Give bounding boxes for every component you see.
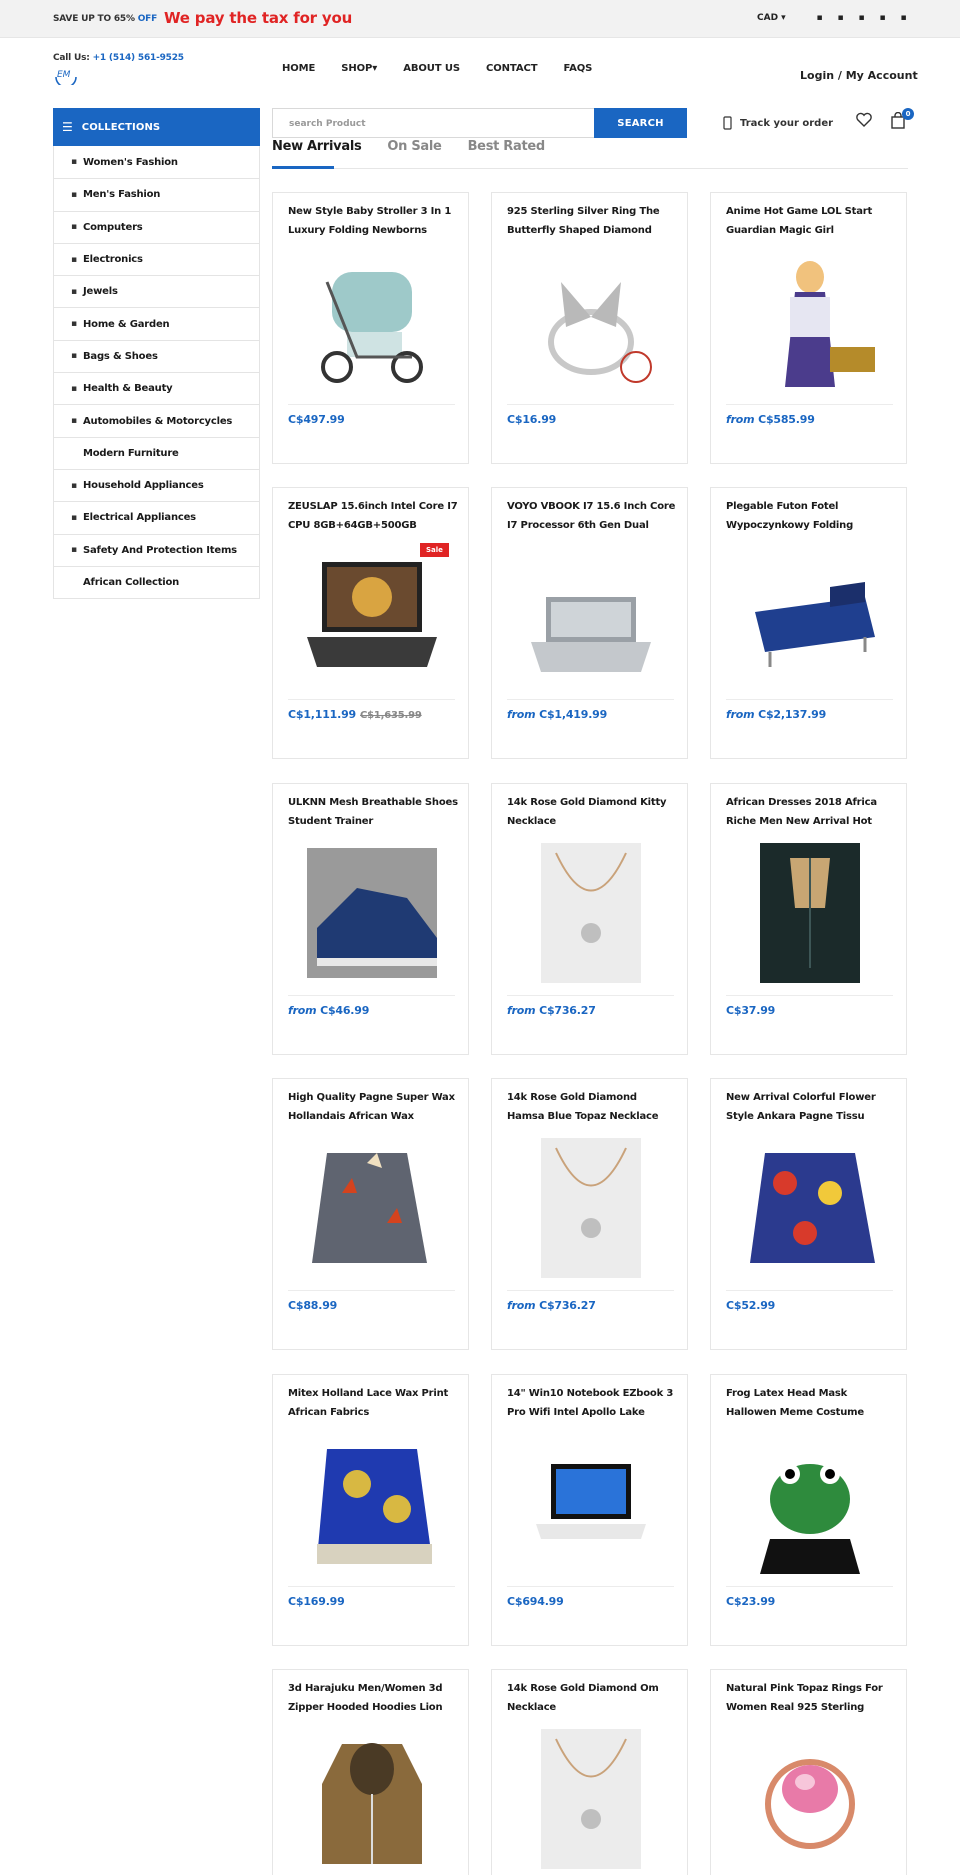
product-card[interactable]: [491, 192, 688, 464]
product-card[interactable]: [710, 783, 907, 1055]
svg-text:EM: EM: [57, 70, 71, 80]
product-title[interactable]: 925 Sterling Silver Ring The Butterfly Shaped Diamond: [507, 206, 660, 236]
product-price: [726, 1595, 775, 1608]
active-tab-indicator: [272, 166, 334, 169]
collection-bags-shoes[interactable]: ▪ Bags & Shoes: [54, 340, 259, 372]
price-value: C$52.99: [726, 1299, 776, 1312]
collection-mens-fashion[interactable]: ▪ Men's Fashion: [54, 178, 259, 210]
collection-electrical-appliances[interactable]: ▪ Electrical Appliances: [54, 501, 259, 533]
product-title[interactable]: Plegable Futon Fotel Wypoczynkowy Folding: [726, 501, 854, 531]
product-price: [507, 1595, 564, 1608]
price-from-label: from: [288, 1004, 317, 1017]
product-price: [726, 708, 826, 721]
product-card[interactable]: [272, 192, 469, 464]
product-title[interactable]: African Dresses 2018 Africa Riche Men New Arrival Hot: [726, 797, 877, 827]
product-price: [507, 413, 556, 426]
phone-icon: [723, 116, 732, 130]
product-price: [726, 1299, 775, 1312]
product-card[interactable]: [710, 1669, 907, 1875]
collections-header[interactable]: ☰ COLLECTIONS: [53, 108, 260, 146]
product-title[interactable]: Mitex Holland Lace Wax Print African Fabrics: [288, 1388, 449, 1418]
main-nav: [282, 63, 592, 74]
product-title[interactable]: 14k Rose Gold Diamond Om Necklace: [507, 1683, 659, 1713]
price-value: C$497.99: [288, 413, 345, 426]
youtube-icon[interactable]: ▪: [900, 13, 907, 23]
price-value: C$1,111.99: [288, 708, 357, 721]
login-link[interactable]: Login / My Account: [800, 69, 918, 82]
product-card[interactable]: [272, 1669, 469, 1875]
product-title[interactable]: Frog Latex Head Mask Hallowen Meme Costume: [726, 1388, 864, 1418]
product-card[interactable]: [272, 487, 469, 759]
product-price: [288, 1595, 345, 1608]
category-icon: ▪: [71, 351, 77, 362]
price-compare: C$1,635.99: [360, 710, 422, 721]
product-image[interactable]: [731, 1428, 888, 1580]
product-tabs: [272, 139, 545, 154]
collection-automobiles[interactable]: ▪ Automobiles & Motorcycles: [54, 404, 259, 436]
collections-list: [53, 146, 260, 599]
promo-banner: We pay the tax for you: [164, 9, 353, 27]
product-card[interactable]: [491, 1374, 688, 1646]
price-value: C$16.99: [507, 413, 557, 426]
product-image[interactable]: [293, 541, 450, 693]
product-title[interactable]: Anime Hot Game LOL Start Guardian Magic Girl: [726, 206, 873, 236]
card-divider: [288, 1290, 455, 1291]
price-from-label: from: [726, 413, 755, 426]
price-value: C$736.27: [539, 1299, 596, 1312]
heart-icon[interactable]: [855, 112, 873, 128]
card-divider: [507, 699, 674, 700]
twitter-icon[interactable]: ▪: [837, 13, 844, 23]
price-value: C$46.99: [320, 1004, 370, 1017]
price-from-label: from: [507, 1299, 536, 1312]
product-image[interactable]: [512, 1428, 669, 1580]
product-title[interactable]: New Arrival Colorful Flower Style Ankara Pagne Tissu: [726, 1092, 876, 1122]
card-divider: [288, 1586, 455, 1587]
price-value: C$23.99: [726, 1595, 776, 1608]
product-card[interactable]: [491, 1078, 688, 1350]
track-order-link[interactable]: Track your order: [723, 116, 833, 130]
social-links: [815, 13, 908, 24]
product-image[interactable]: [731, 1132, 888, 1284]
card-divider: [726, 404, 893, 405]
product-price: [288, 1299, 337, 1312]
collection-safety[interactable]: ▪ Safety And Protection Items: [54, 534, 259, 566]
instagram-icon[interactable]: ▪: [879, 13, 886, 23]
tab-on-sale[interactable]: On Sale: [387, 139, 442, 154]
card-divider: [507, 995, 674, 996]
product-title[interactable]: High Quality Pagne Super Wax Hollandais African Wax: [288, 1092, 455, 1122]
product-card[interactable]: [272, 1374, 469, 1646]
product-image[interactable]: [731, 1723, 888, 1875]
product-card[interactable]: [272, 783, 469, 1055]
category-icon: ▪: [71, 254, 77, 265]
product-card[interactable]: [710, 487, 907, 759]
product-image[interactable]: [293, 837, 450, 989]
facebook-icon[interactable]: ▪: [816, 13, 823, 23]
nav-contact[interactable]: CONTACT: [486, 63, 538, 74]
nav-shop[interactable]: SHOP▾: [341, 63, 378, 74]
product-image[interactable]: [512, 541, 669, 693]
call-us: Call Us: +1 (514) 561-9525: [53, 53, 184, 63]
product-title[interactable]: Natural Pink Topaz Rings For Women Real 925 Sterling: [726, 1683, 883, 1713]
product-image[interactable]: [512, 1132, 669, 1284]
currency-selector[interactable]: CAD ▾: [757, 13, 786, 23]
price-value: C$88.99: [288, 1299, 338, 1312]
collection-womens-fashion[interactable]: ▪ Women's Fashion: [71, 156, 178, 168]
product-title[interactable]: ULKNN Mesh Breathable Shoes Student Trainer: [288, 797, 458, 827]
card-divider: [726, 699, 893, 700]
product-card[interactable]: [710, 1374, 907, 1646]
price-value: C$736.27: [539, 1004, 596, 1017]
product-price: [726, 1004, 775, 1017]
promo-text: SAVE UP TO 65% OFF: [53, 14, 158, 24]
product-image[interactable]: [731, 246, 888, 398]
collection-home-garden[interactable]: ▪ Home & Garden: [54, 307, 259, 339]
product-image[interactable]: [512, 246, 669, 398]
tab-new-arrivals[interactable]: New Arrivals: [272, 139, 362, 154]
price-from-label: from: [726, 708, 755, 721]
product-card[interactable]: [272, 1078, 469, 1350]
product-image[interactable]: [512, 837, 669, 989]
product-title[interactable]: 14" Win10 Notebook EZbook 3 Pro Wifi Intel Apollo Lake: [507, 1388, 674, 1418]
sale-badge: Sale: [420, 543, 449, 557]
product-title[interactable]: 14k Rose Gold Diamond Kitty Necklace: [507, 797, 667, 827]
collection-modern-furniture[interactable]: Modern Furniture: [54, 437, 259, 469]
product-card[interactable]: [491, 1669, 688, 1875]
price-value: C$585.99: [758, 413, 815, 426]
product-card[interactable]: [710, 192, 907, 464]
search-button[interactable]: SEARCH: [594, 108, 687, 138]
product-title[interactable]: New Style Baby Stroller 3 In 1 Luxury Folding Newborns: [288, 206, 452, 236]
card-divider: [288, 404, 455, 405]
product-price: [507, 1004, 596, 1017]
price-from-label: from: [507, 1004, 536, 1017]
nav-faqs[interactable]: FAQS: [563, 63, 593, 74]
category-icon: ▪: [71, 512, 77, 523]
product-title[interactable]: VOYO VBOOK I7 15.6 Inch Core I7 Processor 6th Gen Dual: [507, 501, 676, 531]
product-card[interactable]: [491, 487, 688, 759]
collection-african[interactable]: African Collection: [54, 566, 259, 598]
product-price: [507, 708, 607, 721]
card-divider: [726, 1290, 893, 1291]
category-icon: ▪: [71, 383, 77, 394]
product-image[interactable]: [293, 1428, 450, 1580]
product-price: [288, 708, 422, 721]
product-price: [288, 1004, 369, 1017]
card-divider: [726, 995, 893, 996]
card-divider: [507, 404, 674, 405]
category-icon: ▪: [71, 286, 77, 297]
product-title[interactable]: 14k Rose Gold Diamond Hamsa Blue Topaz Necklace: [507, 1092, 659, 1122]
price-from-label: from: [507, 708, 536, 721]
product-card[interactable]: [710, 1078, 907, 1350]
collection-computers[interactable]: ▪ Computers: [54, 211, 259, 243]
card-divider: [288, 699, 455, 700]
category-icon: ▪: [71, 545, 77, 556]
nav-home[interactable]: HOME: [282, 63, 316, 74]
price-value: C$2,137.99: [758, 708, 827, 721]
pinterest-icon[interactable]: ▪: [858, 13, 865, 23]
product-image[interactable]: [731, 541, 888, 693]
category-icon: ▪: [71, 416, 77, 427]
category-icon: ▪: [71, 480, 77, 491]
menu-icon: ☰: [62, 120, 73, 134]
product-image[interactable]: [293, 246, 450, 398]
collection-jewels[interactable]: ▪ Jewels: [54, 275, 259, 307]
nav-about[interactable]: ABOUT US: [403, 63, 461, 74]
product-title[interactable]: 3d Harajuku Men/Women 3d Zipper Hooded Hoodies Lion: [288, 1683, 443, 1713]
price-value: C$169.99: [288, 1595, 345, 1608]
category-icon: ▪: [71, 189, 77, 200]
cart-count-badge: 0: [902, 108, 914, 120]
card-divider: [288, 995, 455, 996]
product-image[interactable]: [731, 837, 888, 989]
product-price: [507, 1299, 596, 1312]
category-icon: ▪: [71, 319, 77, 330]
tab-best-rated[interactable]: Best Rated: [467, 139, 545, 154]
search-input[interactable]: search Product: [272, 108, 594, 138]
product-image[interactable]: [293, 1723, 450, 1875]
collection-electronics[interactable]: ▪ Electronics: [54, 243, 259, 275]
card-divider: [507, 1290, 674, 1291]
category-icon: ▪: [71, 222, 77, 233]
product-title[interactable]: ZEUSLAP 15.6inch Intel Core I7 CPU 8GB+64GB+500GB: [288, 501, 458, 531]
card-divider: [726, 1586, 893, 1587]
store-logo[interactable]: [53, 63, 79, 85]
collection-household-appliances[interactable]: ▪ Household Appliances: [54, 469, 259, 501]
phone-link[interactable]: +1 (514) 561-9525: [92, 53, 184, 63]
category-icon: ▪: [71, 157, 77, 168]
product-card[interactable]: [491, 783, 688, 1055]
price-value: C$694.99: [507, 1595, 564, 1608]
price-value: C$1,419.99: [539, 708, 608, 721]
product-image[interactable]: [512, 1723, 669, 1875]
collection-health-beauty[interactable]: ▪ Health & Beauty: [54, 372, 259, 404]
product-image[interactable]: [293, 1132, 450, 1284]
price-value: C$37.99: [726, 1004, 776, 1017]
product-price: [726, 413, 815, 426]
top-bar: [0, 0, 960, 38]
tab-divider: [272, 168, 908, 169]
card-divider: [507, 1586, 674, 1587]
product-price: [288, 413, 345, 426]
